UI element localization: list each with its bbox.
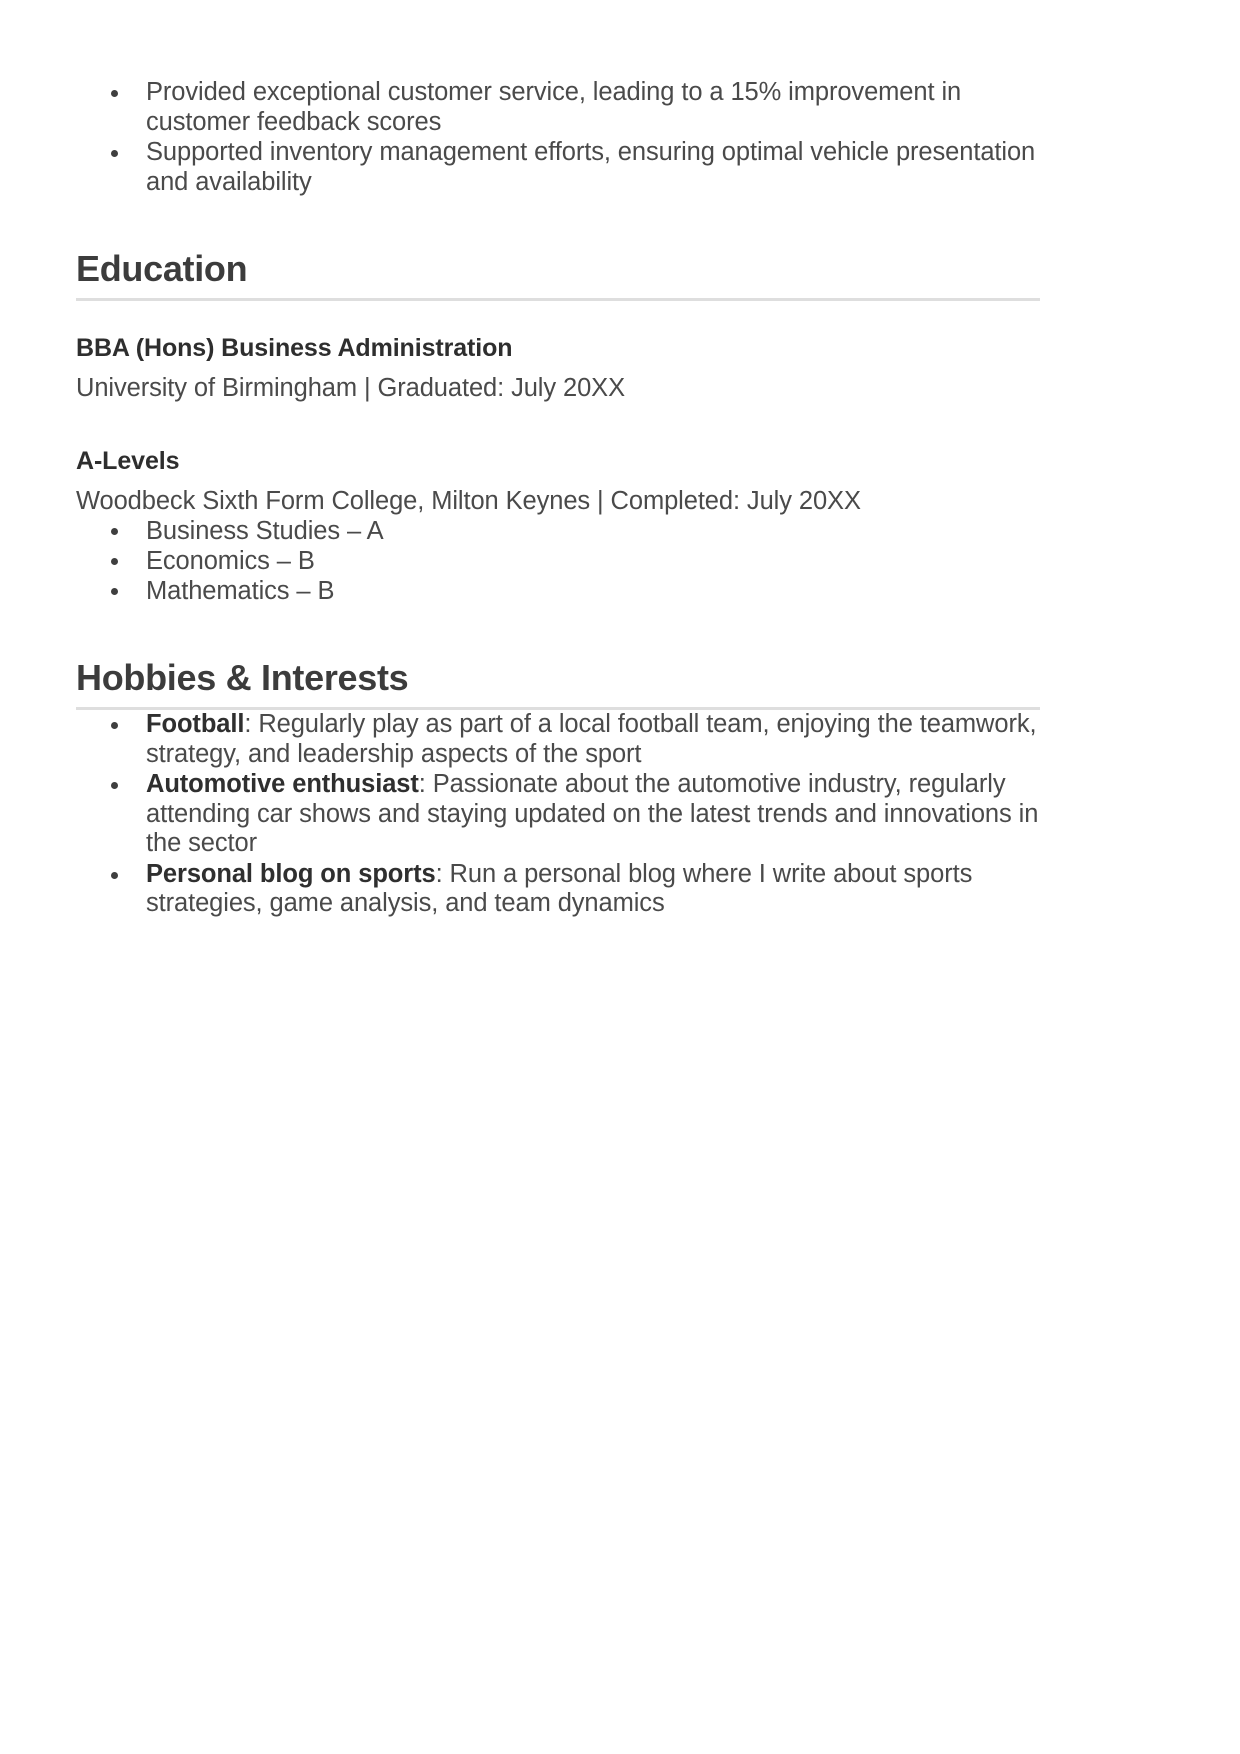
list-item bbox=[76, 516, 1040, 546]
education-entry-title: BBA (Hons) Business Administration bbox=[76, 333, 513, 362]
hobby-description: : Regularly play as part of a local football team, enjoying the teamwork, strategy, and leadership aspects of the sport bbox=[146, 709, 1037, 768]
experience-continued-list bbox=[76, 78, 1040, 197]
list-item bbox=[76, 546, 1040, 576]
hobby-description: : Passionate about the automotive industry, regularly attending car shows and staying updated on the latest trends and innovations in the sector bbox=[146, 770, 1039, 858]
page-content bbox=[76, 78, 1040, 919]
hobby-lead: Football bbox=[146, 709, 245, 738]
section-title-education: Education bbox=[76, 248, 248, 290]
hobby-lead: Automotive enthusiast bbox=[146, 770, 419, 799]
grade-text: Economics – B bbox=[146, 547, 315, 576]
list-item bbox=[76, 138, 1040, 197]
education-entry-subtitle: University of Birmingham | Graduated: July 20XX bbox=[76, 373, 625, 402]
list-item bbox=[76, 710, 1040, 769]
education-section-header bbox=[76, 249, 1040, 301]
list-item bbox=[76, 860, 1040, 919]
hobbies-list bbox=[76, 710, 1040, 919]
grade-text: Mathematics – B bbox=[146, 577, 335, 606]
a-level-grades-list bbox=[76, 516, 1040, 606]
list-item bbox=[76, 770, 1040, 859]
hobbies-section-header bbox=[76, 658, 1040, 710]
list-item bbox=[76, 78, 1040, 137]
section-divider bbox=[76, 298, 1040, 301]
hobby-lead: Personal blog on sports bbox=[146, 859, 436, 888]
bullet-text: Supported inventory management efforts, ensuring optimal vehicle presentation and availability bbox=[146, 138, 1036, 196]
list-item bbox=[76, 576, 1040, 606]
section-title-hobbies: Hobbies & Interests bbox=[76, 657, 409, 699]
hobby-description: : Run a personal blog where I write about sports strategies, game analysis, and team dynamics bbox=[146, 859, 973, 918]
bullet-text: Provided exceptional customer service, leading to a 15% improvement in customer feedback scores bbox=[146, 78, 962, 136]
education-entry-subtitle: Woodbeck Sixth Form College, Milton Keynes | Completed: July 20XX bbox=[76, 486, 861, 515]
education-entry-title: A-Levels bbox=[76, 446, 180, 475]
grade-text: Business Studies – A bbox=[146, 517, 384, 546]
